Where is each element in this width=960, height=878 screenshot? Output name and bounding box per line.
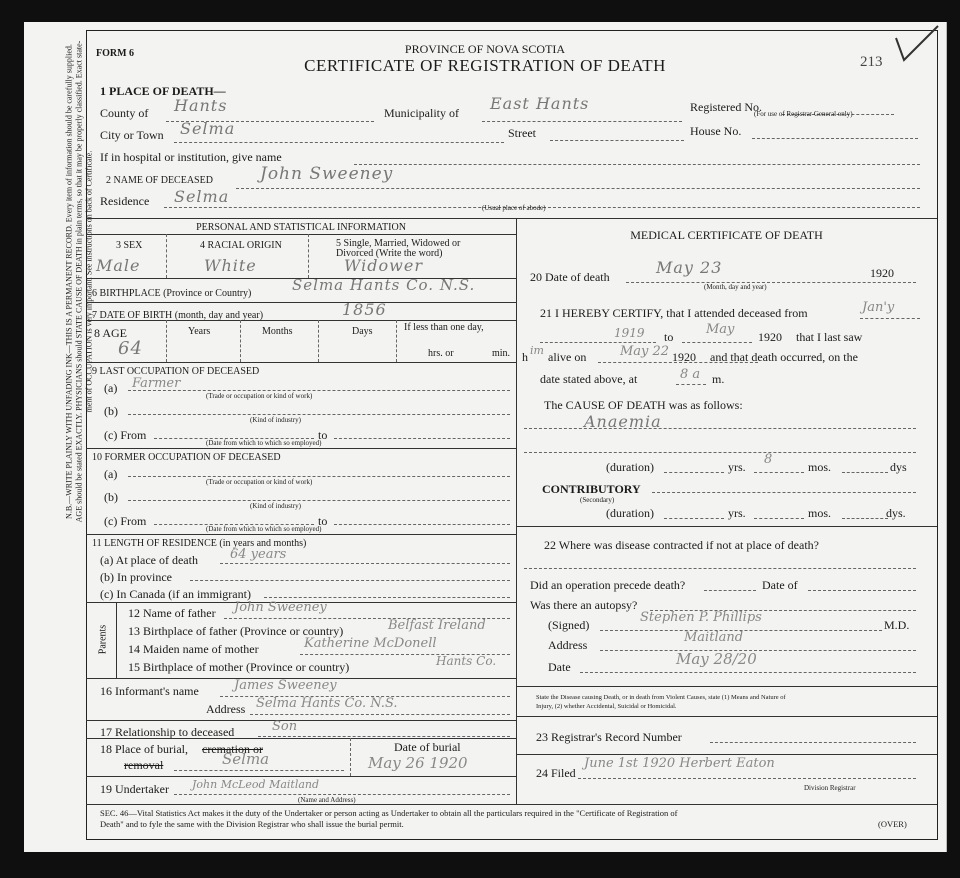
cremation-label: cremation or <box>202 742 263 756</box>
date-of-death-label: 20 Date of death <box>530 270 610 284</box>
time-of-death-value: 8 a <box>680 367 701 382</box>
registered-label: Registered No. <box>690 100 762 114</box>
informant-value: James Sweeney <box>234 678 337 693</box>
date-of-death-note: (Month, day and year) <box>704 283 767 291</box>
father-birthplace-value: Belfast Ireland <box>388 618 486 633</box>
house-label: House No. <box>690 124 742 138</box>
hospital-label: If in hospital or institution, give name <box>100 150 282 164</box>
footer-over: (OVER) <box>878 819 907 829</box>
municipality-value: East Hants <box>490 94 590 113</box>
street-label: Street <box>508 126 536 140</box>
state-note-2: Injury, (2) whether Accidental, Suicidal or Homicidal. <box>536 703 677 710</box>
marital-label-1: 5 Single, Married, Widowed or <box>336 238 461 249</box>
death-certificate-sheet <box>24 22 947 852</box>
date-stated-label: date stated above, at <box>540 372 638 386</box>
parents-side-label: Parents <box>97 624 109 655</box>
secondary-label: (Secondary) <box>580 496 615 504</box>
min-label: min. <box>492 348 511 359</box>
age-value: 64 <box>118 338 143 359</box>
dys-label-2: dys. <box>886 506 906 520</box>
removal-label: removal <box>124 758 164 772</box>
father-value: John Sweeney <box>234 600 327 615</box>
alive-on-label: alive on <box>548 350 587 364</box>
physician-address-label: Address <box>548 638 588 652</box>
industry-note-2: (Kind of industry) <box>250 502 301 510</box>
last-occupation-b: (b) <box>104 404 118 418</box>
burial-place-label: 18 Place of burial, <box>100 742 188 756</box>
dob-value: 1856 <box>342 300 387 319</box>
attended-to-month: May <box>706 322 735 337</box>
former-occupation-a: (a) <box>104 467 118 481</box>
certificate-number: 213 <box>860 54 883 70</box>
informant-address-label: Address <box>206 702 246 716</box>
dys-label-1: dys <box>890 460 907 474</box>
death-occurred-label: and that death occurred, on the <box>710 350 858 364</box>
filed-label: 24 Filed <box>536 766 576 780</box>
undertaker-note: (Name and Address) <box>298 796 356 804</box>
registrar-note: (For use of Registrar General only) <box>754 110 853 118</box>
last-occupation-heading: 9 LAST OCCUPATION OF DECEASED <box>92 366 260 377</box>
in-canada-label: (c) In Canada (if an immigrant) <box>100 587 251 601</box>
burial-place-value: Selma <box>222 750 270 768</box>
physician-address-value: Maitland <box>684 630 744 645</box>
former-occupation-b: (b) <box>104 490 118 504</box>
margin-note-2: AGE should be stated EXACTLY. PHYSICIANS should STATE CAUSE OF DEATH in plain terms, so that it may be properly classified. Exact state- <box>74 40 84 523</box>
mother-birthplace-value: Hants Co. <box>436 654 497 668</box>
operation-label: Did an operation precede death? <box>530 578 686 592</box>
cause-months-value: 8 <box>764 452 773 467</box>
last-saw-label: that I last saw <box>796 330 863 344</box>
county-label: County of <box>100 106 149 120</box>
operation-date-label: Date of <box>762 578 798 592</box>
margin-note-1: N.B.—WRITE PLAINLY WITH UNFADING INK—THIS IS A PERMANENT RECORD. Every item of information should be carefully supplied. <box>64 44 74 519</box>
undertaker-value: John McLeod Maitland <box>192 778 320 791</box>
medical-heading: MEDICAL CERTIFICATE OF DEATH <box>630 228 823 242</box>
former-occupation-heading: 10 FORMER OCCUPATION OF DECEASED <box>92 452 281 463</box>
residence-value: Selma <box>174 187 230 206</box>
personal-heading: PERSONAL AND STATISTICAL INFORMATION <box>196 222 406 233</box>
certify-line-1: 21 I HEREBY CERTIFY, that I attended deceased from <box>540 306 808 320</box>
burial-date-label: Date of burial <box>394 740 461 754</box>
months-label: Months <box>262 326 293 337</box>
margin-note-3: ment of OCCUPATION is very important. See instructions on back of Certificate. <box>84 150 94 413</box>
last-occupation-a: (a) <box>104 381 118 395</box>
race-label: 4 RACIAL ORIGIN <box>200 240 282 251</box>
former-occupation-from: (c) From <box>104 514 147 528</box>
at-place-value: 64 years <box>230 547 287 562</box>
filed-value: June 1st 1920 Herbert Eaton <box>584 756 775 771</box>
check-mark-icon <box>892 24 942 64</box>
physician-date-label: Date <box>548 660 571 674</box>
cause-of-death-label: The CAUSE OF DEATH was as follows: <box>544 398 743 412</box>
mos-label-1: mos. <box>808 460 832 474</box>
duration-label-1: (duration) <box>606 460 654 474</box>
him-value: im <box>530 344 544 357</box>
former-occupation-to: to <box>318 514 328 528</box>
years-label: Years <box>188 326 211 337</box>
footer-line-2: Death" and to fyle the same with the Division Registrar who shall issue the burial permit. <box>100 819 404 829</box>
trade-note-2: (Trade or occupation or kind of work) <box>206 478 313 486</box>
sex-value: Male <box>96 256 141 275</box>
contributory-label: CONTRIBUTORY <box>542 482 641 496</box>
city-value: Selma <box>180 119 236 138</box>
employed-note-2: (Date from which to which so employed) <box>206 525 322 533</box>
burial-date-value: May 26 1920 <box>368 754 468 772</box>
county-value: Hants <box>174 96 228 115</box>
name-of-deceased-label: 2 NAME OF DECEASED <box>106 175 213 186</box>
last-occupation-from: (c) From <box>104 428 147 442</box>
attended-to-label: to <box>664 330 674 344</box>
father-birthplace-label: 13 Birthplace of father (Province or country) <box>128 624 344 638</box>
relationship-label: 17 Relationship to deceased <box>100 725 235 739</box>
last-occupation-to: to <box>318 428 328 442</box>
alive-year: 1920 <box>672 350 696 364</box>
signed-label: (Signed) <box>548 618 590 632</box>
industry-note-1: (Kind of industry) <box>250 416 301 424</box>
marital-label-2: Divorced (Write the word) <box>336 248 443 259</box>
record-number-label: 23 Registrar's Record Number <box>536 730 682 744</box>
yrs-label-2: yrs. <box>728 506 746 520</box>
residence-label: Residence <box>100 194 150 208</box>
mos-label-2: mos. <box>808 506 832 520</box>
autopsy-label: Was there an autopsy? <box>530 598 638 612</box>
undertaker-label: 19 Undertaker <box>100 782 169 796</box>
birthplace-label: 6 BIRTHPLACE (Province or Country) <box>92 288 252 299</box>
marital-value: Widower <box>344 256 423 275</box>
trade-note-1: (Trade or occupation or kind of work) <box>206 392 313 400</box>
last-occupation-value: Farmer <box>132 376 181 391</box>
employed-note-1: (Date from which to which so employed) <box>206 439 322 447</box>
birthplace-value: Selma Hants Co. N.S. <box>292 276 476 294</box>
md-label: M.D. <box>884 618 910 632</box>
mother-value: Katherine McDonell <box>304 636 437 651</box>
state-note-1: State the Disease causing Death, or in death from Violent Causes, state (1) Means and Nature of <box>536 694 786 701</box>
mother-birthplace-label: 15 Birthplace of mother (Province or country) <box>128 660 350 674</box>
attended-year-1: 1919 <box>614 326 645 340</box>
province-heading: PROVINCE OF NOVA SCOTIA <box>404 42 566 56</box>
disease-contracted-label: 22 Where was disease contracted if not at place of death? <box>544 538 819 552</box>
yrs-label-1: yrs. <box>728 460 746 474</box>
age-label: 8 AGE <box>94 326 127 340</box>
municipality-label: Municipality of <box>384 106 459 120</box>
sex-label: 3 SEX <box>116 240 143 251</box>
alive-on-value: May 22 <box>620 344 670 359</box>
physician-signature: Stephen P. Phillips <box>640 610 762 625</box>
certificate-title: CERTIFICATE OF REGISTRATION OF DEATH <box>304 56 666 75</box>
attended-from-value: Jan'y <box>862 300 895 315</box>
mother-label: 14 Maiden name of mother <box>128 642 259 656</box>
dob-label: 7 DATE OF BIRTH (month, day and year) <box>92 310 264 321</box>
at-place-label: (a) At place of death <box>100 553 198 567</box>
days-label: Days <box>352 326 373 337</box>
residence-length-heading: 11 LENGTH OF RESIDENCE (in years and months) <box>92 538 307 549</box>
race-value: White <box>204 256 257 275</box>
father-label: 12 Name of father <box>128 606 216 620</box>
abode-note: (Usual place of abode) <box>482 204 546 212</box>
informant-label: 16 Informant's name <box>100 684 199 698</box>
footer-line-1: SEC. 46—Vital Statistics Act makes it the duty of the Undertaker or person acting as Undertaker to obtain all the particulars required in the "Certificate of Registration of <box>100 808 678 818</box>
date-of-death-value: May 23 <box>656 258 723 277</box>
city-label: City or Town <box>100 128 164 142</box>
in-province-label: (b) In province <box>100 570 172 584</box>
informant-address-value: Selma Hants Co. N.S. <box>256 696 398 711</box>
form-number: FORM 6 <box>96 48 135 59</box>
division-registrar-label: Division Registrar <box>804 784 856 792</box>
hrs-label: hrs. or <box>428 348 454 359</box>
attended-year-2: 1920 <box>758 330 782 344</box>
name-of-deceased: John Sweeney <box>260 164 394 184</box>
date-of-death-year: 1920 <box>870 266 894 280</box>
physician-date-value: May 28/20 <box>676 650 757 668</box>
place-of-death-heading: 1 PLACE OF DEATH— <box>100 84 226 98</box>
cause-of-death-value: Anaemia <box>584 412 662 431</box>
h-label: h <box>522 350 528 364</box>
relationship-value: Son <box>272 719 298 734</box>
duration-label-2: (duration) <box>606 506 654 520</box>
time-m-label: m. <box>712 372 725 386</box>
less-than-day-label: If less than one day, <box>404 322 484 333</box>
